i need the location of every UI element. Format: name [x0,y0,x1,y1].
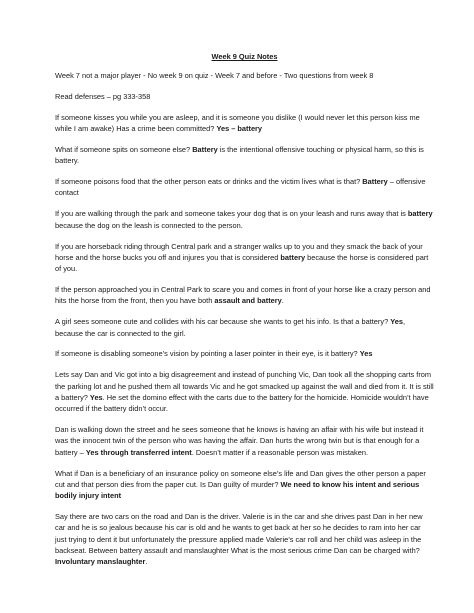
document-title: Week 9 Quiz Notes [211,52,278,61]
text-run: If you are horseback riding through Central park and a stranger walks up to you and they smack the back of your horse and the horse bucks you off and injures you that is considered [55,241,423,262]
text-run: . He set the domino effect with the carts due to the battery for the homicide. Homicide wouldn’t have occurred if the battery didn’t occur. [55,392,429,414]
text-run: , because the car is connected to the girl. [55,317,406,338]
text-run: because the dog on the leash is connected to the person. [55,220,243,230]
text-run: . Doesn’t matter if a reasonable person was mistaken. [191,447,368,457]
text-run: Read defenses – pg 333-358 [55,91,151,101]
paragraph [55,144,434,167]
bold-text: Yes [89,392,103,402]
paragraph [55,176,434,199]
text-run: What if Dan is a beneficiary of an insurance policy on someone else’s life and Dan gives the other person a paper cut and that person dies from the paper cut. Is Dan guilty of murder? [55,468,426,489]
paragraph [55,511,434,567]
paragraph [55,316,434,339]
bold-text: We need to know his intent and serious bodily injury intent [55,479,420,501]
paragraph [55,468,434,502]
text-run: If someone poisons food that the other person eats or drinks and the victim lives what is that? [55,177,363,187]
text-run: is the intentional offensive touching or physical harm, so this is battery. [55,144,424,166]
text-run: If the person approached you in Central Park to scare you and comes in front of your horse like a crazy person and hits the horse from the front, then you have both [55,285,431,306]
text-run: What if someone spits on someone else? [55,144,193,154]
bold-text: Involuntary manslaughter [55,557,146,567]
bold-text: Yes [390,317,403,327]
bold-text: Yes [359,349,373,359]
text-run: Dan is walking down the street and he sees someone that he knows is having an affair with his wife but instead it was the innocent twin of the person who was having the affair. Dan hurts the wrong twin but is that enough for a battery – [55,425,424,457]
document-body [55,70,434,568]
bold-text: battery [407,209,433,219]
paragraph [55,369,434,414]
text-run: Say there are two cars on the road and Dan is the driver. Valerie is in the car and she drives past Dan in her new car and he is so jealous because his car is old and he wants to get back at her so he decides to ram into her car just trying to dent it but unfortunately the pressure applied made Valerie’s car roll and her child was asleep in the backseat. Between battery assault and manslaughter What is the most serious crime Dan can be charged with? [55,512,423,555]
bold-text: battery [280,252,306,262]
text-run: If someone kisses you while you are asleep, and it is someone you dislike (I would never let this person kiss me while I am awake) Has a crime been committed? [55,112,420,134]
paragraph [55,208,434,231]
paragraph [55,424,434,458]
paragraph [55,70,434,81]
text-run: because the horse is considered part of you. [55,252,429,274]
paragraph [55,241,434,275]
bold-text: Battery [362,177,388,187]
text-run: If you are walking through the park and someone takes your dog that is on your leash and runs away that is [55,209,408,219]
paragraph [55,112,434,135]
text-run: – offensive contact [55,177,426,198]
text-run: Week 7 not a major player - No week 9 on quiz - Week 7 and before - Two questions from week 8 [55,71,374,80]
paragraph [55,91,434,102]
paragraph [55,348,434,359]
paragraph [55,284,434,307]
text-run: If someone is disabling someone’s vision by pointing a laser pointer in their eye, is it battery? [55,349,360,359]
text-run: Lets say Dan and Vic got into a big disagreement and instead of punching Vic, Dan took all the shopping carts from the parking lot and he pushed them all towards Vic and he got smacked up against the wall and died from it. It is still a battery? [55,370,434,402]
bold-text: Battery [192,144,218,154]
bold-text: Yes – battery [216,124,263,134]
text-run: . [145,557,148,567]
text-run: A girl sees someone cute and collides with his car because she wants to get his info. Is that a battery? [55,317,391,327]
text-run: . [281,296,284,306]
bold-text: assault and battery [214,296,282,306]
bold-text: Yes through transferred intent [85,447,192,457]
